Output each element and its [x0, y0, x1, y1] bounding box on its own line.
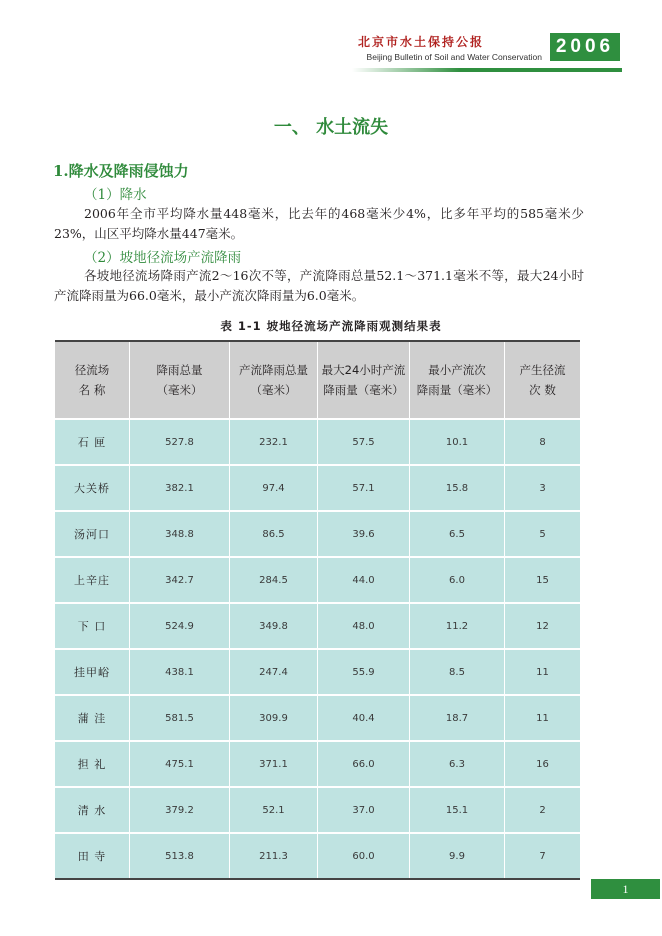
cell-station: 下 口	[55, 604, 130, 648]
cell-max-24h: 44.0	[318, 558, 410, 602]
cell-max-24h: 66.0	[318, 742, 410, 786]
cell-runoff-rainfall: 232.1	[230, 420, 318, 464]
table-row	[55, 740, 580, 786]
header-total-rainfall-line2: （毫米）	[156, 383, 203, 397]
cell-runoff-count: 11	[536, 666, 549, 678]
cell-station: 汤河口	[55, 512, 130, 556]
cell-max-24h: 57.1	[318, 466, 410, 510]
header-station-line2: 名 称	[78, 383, 106, 397]
year-badge: 2006	[550, 33, 620, 61]
cell-min-event: 9.9	[410, 834, 505, 878]
header-station	[55, 342, 130, 418]
header-min-event	[410, 342, 505, 418]
cell-station: 蒲 洼	[55, 696, 130, 740]
cell-total-rainfall: 382.1	[130, 466, 230, 510]
cell-min-event: 10.1	[410, 420, 505, 464]
cell-max-24h: 39.6	[318, 512, 410, 556]
paragraph-runoff: 各坡地径流场降雨产流2～16次不等，产流降雨总量52.1～371.1毫米不等，最大24小时产流降雨量为66.0毫米，最小产流次降雨量为6.0毫米。	[54, 268, 584, 303]
header-runoff-rainfall	[230, 342, 318, 418]
cell-total-rainfall: 438.1	[130, 650, 230, 694]
page-number: 1	[591, 879, 660, 899]
table-row	[55, 602, 580, 648]
header-max-24h-line1: 最大24小时产流	[321, 363, 406, 377]
header-total-rainfall	[130, 342, 230, 418]
chapter-title: 一、 水土流失	[273, 117, 389, 138]
table-row	[55, 694, 580, 740]
cell-runoff-rainfall: 309.9	[230, 696, 318, 740]
subsection-title-precipitation: （1）降水	[84, 187, 147, 203]
cell-min-event: 18.7	[410, 696, 505, 740]
cell-max-24h: 57.5	[318, 420, 410, 464]
header-min-event-line1: 最小产流次	[428, 363, 486, 377]
cell-max-24h: 37.0	[318, 788, 410, 832]
header-runoff-rainfall-line1: 产流降雨总量	[239, 363, 308, 377]
cell-station: 清 水	[55, 788, 130, 832]
header-runoff-count-line2: 次 数	[529, 383, 556, 397]
cell-station: 担 礼	[55, 742, 130, 786]
cell-runoff-count: 15	[536, 574, 549, 586]
subsection-title-runoff: （2）坡地径流场产流降雨	[84, 250, 242, 266]
cell-total-rainfall: 342.7	[130, 558, 230, 602]
cell-runoff-count: 3	[539, 482, 546, 494]
table-row	[55, 464, 580, 510]
cell-min-event: 8.5	[410, 650, 505, 694]
cell-station: 上辛庄	[55, 558, 130, 602]
cell-runoff-rainfall: 97.4	[230, 466, 318, 510]
cell-total-rainfall: 348.8	[130, 512, 230, 556]
header-min-event-line2: 降雨量（毫米）	[416, 383, 498, 397]
cell-station: 挂甲峪	[55, 650, 130, 694]
header-runoff-rainfall-line2: （毫米）	[250, 383, 297, 397]
table-caption: 表 1-1 坡地径流场产流降雨观测结果表	[220, 319, 442, 333]
header-station-line1: 径流场	[74, 363, 110, 377]
header-title-cn: 北京市水土保持公报	[358, 35, 485, 49]
table-row	[55, 648, 580, 694]
cell-runoff-rainfall: 52.1	[230, 788, 318, 832]
runoff-table	[55, 340, 580, 880]
cell-runoff-rainfall: 247.4	[230, 650, 318, 694]
header-max-24h	[318, 342, 410, 418]
cell-total-rainfall: 524.9	[130, 604, 230, 648]
cell-min-event: 15.8	[410, 466, 505, 510]
table-header-row	[55, 342, 580, 418]
cell-runoff-count: 16	[536, 758, 549, 770]
cell-runoff-rainfall: 349.8	[230, 604, 318, 648]
cell-total-rainfall: 475.1	[130, 742, 230, 786]
header-runoff-count	[505, 342, 580, 418]
cell-min-event: 15.1	[410, 788, 505, 832]
cell-max-24h: 55.9	[318, 650, 410, 694]
cell-max-24h: 40.4	[318, 696, 410, 740]
table-row	[55, 832, 580, 878]
cell-min-event: 11.2	[410, 604, 505, 648]
cell-min-event: 6.3	[410, 742, 505, 786]
cell-runoff-rainfall: 86.5	[230, 512, 318, 556]
cell-total-rainfall: 379.2	[130, 788, 230, 832]
header-max-24h-line2: 降雨量（毫米）	[323, 383, 404, 397]
cell-station: 大关桥	[55, 466, 130, 510]
table-row	[55, 786, 580, 832]
cell-runoff-count: 8	[539, 436, 546, 448]
paragraph-precipitation: 2006年全市平均降水量448毫米，比去年的468毫米少4%，比多年平均的585毫米少23%，山区平均降水量447毫米。	[54, 206, 584, 241]
cell-total-rainfall: 513.8	[130, 834, 230, 878]
cell-runoff-count: 12	[536, 620, 549, 632]
header-title-en: Beijing Bulletin of Soil and Water Conservation	[366, 52, 542, 62]
cell-runoff-rainfall: 211.3	[230, 834, 318, 878]
header-divider	[352, 68, 622, 72]
cell-runoff-rainfall: 284.5	[230, 558, 318, 602]
cell-runoff-count: 5	[539, 528, 546, 540]
header-total-rainfall-line1: 降雨总量	[156, 363, 203, 377]
cell-max-24h: 60.0	[318, 834, 410, 878]
cell-station: 石 匣	[55, 420, 130, 464]
cell-station: 田 寺	[55, 834, 130, 878]
cell-total-rainfall: 581.5	[130, 696, 230, 740]
cell-min-event: 6.5	[410, 512, 505, 556]
table-row	[55, 556, 580, 602]
section-title: 1.降水及降雨侵蚀力	[53, 162, 189, 180]
table-row	[55, 510, 580, 556]
cell-runoff-count: 11	[536, 712, 549, 724]
cell-runoff-rainfall: 371.1	[230, 742, 318, 786]
cell-runoff-count: 7	[539, 850, 546, 862]
cell-runoff-count: 2	[539, 804, 546, 816]
cell-total-rainfall: 527.8	[130, 420, 230, 464]
table-row	[55, 418, 580, 464]
cell-max-24h: 48.0	[318, 604, 410, 648]
cell-min-event: 6.0	[410, 558, 505, 602]
header-runoff-count-line1: 产生径流	[519, 363, 566, 377]
